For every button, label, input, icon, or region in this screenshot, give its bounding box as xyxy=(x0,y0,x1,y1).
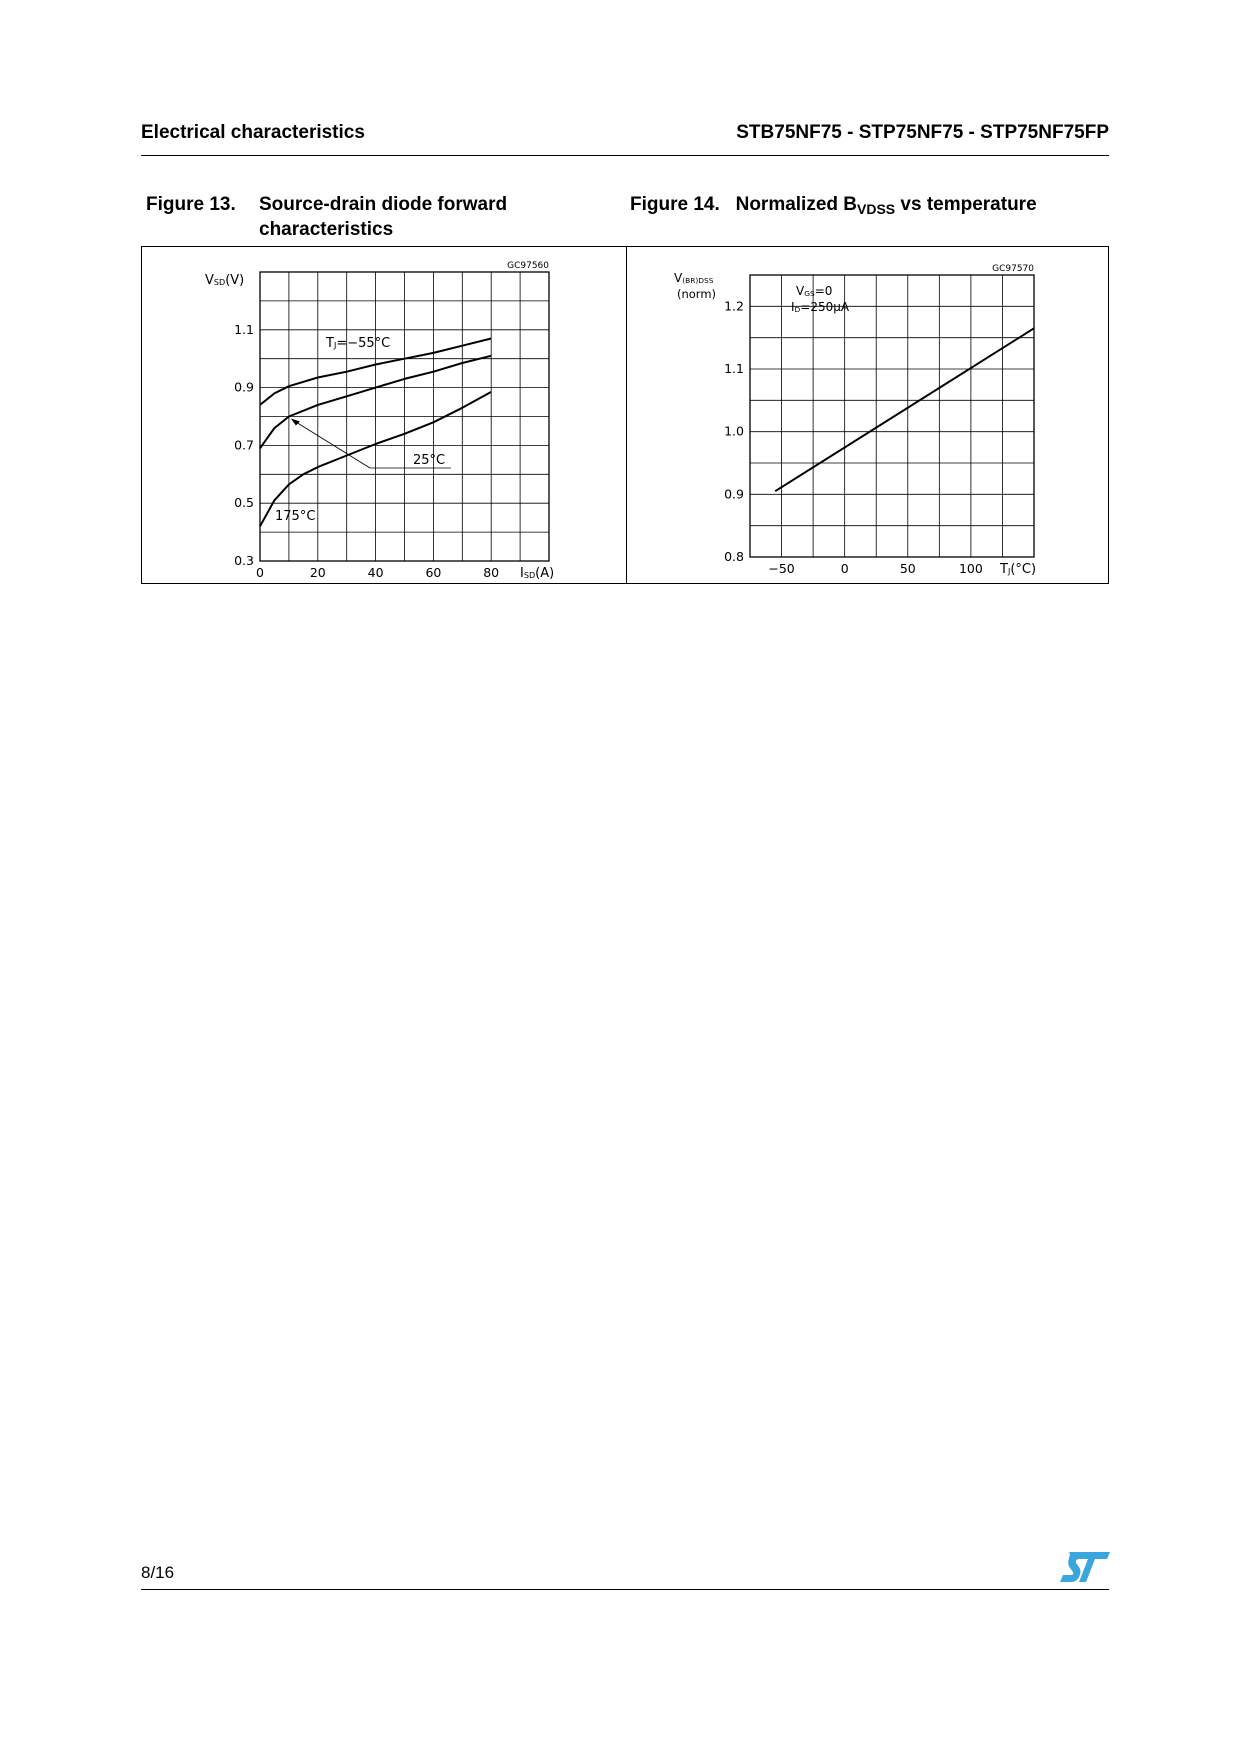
condition-id: ID=250μA xyxy=(791,300,850,314)
figure-13-title-line1: Source-drain diode forward xyxy=(259,194,508,215)
y-tick-label: 0.3 xyxy=(234,553,254,568)
y-tick-label: 0.7 xyxy=(234,437,254,453)
series-label-25: 25°C xyxy=(413,453,446,468)
arrowhead-icon xyxy=(291,419,300,426)
condition-vgs: VGS=0 xyxy=(796,284,833,298)
plot-frame xyxy=(750,275,1034,557)
figure-14-caption xyxy=(630,192,1037,222)
x-tick-label: 50 xyxy=(899,561,916,576)
y-tick-label: 0.8 xyxy=(724,549,744,564)
chart-13 xyxy=(205,261,554,581)
y-axis-label: V(BR)DSS xyxy=(674,271,714,285)
x-axis-label: TJ(°C) xyxy=(1000,562,1037,577)
annotation-leader-line xyxy=(292,420,370,469)
chart-14 xyxy=(674,264,1036,577)
y-tick-label: 0.9 xyxy=(234,379,254,395)
x-tick-label: 80 xyxy=(483,565,500,580)
x-tick-label: 60 xyxy=(425,565,442,580)
x-tick-label: −50 xyxy=(768,561,795,576)
x-tick-label: 20 xyxy=(309,565,326,580)
figure-13-number: Figure 13. xyxy=(146,194,236,215)
y-tick-label: 0.5 xyxy=(234,495,254,511)
part-numbers: STB75NF75 - STP75NF75 - STP75NF75FP xyxy=(736,122,1109,143)
y-tick-label: 0.9 xyxy=(724,486,744,502)
figure-13-caption xyxy=(146,192,508,240)
series-label-tj-55: TJ=−55°C xyxy=(326,336,391,351)
st-logo-icon xyxy=(1060,1552,1110,1582)
section-title: Electrical characteristics xyxy=(141,122,365,143)
x-axis-label: ISD(A) xyxy=(520,566,555,581)
y-axis-label: VSD(V) xyxy=(205,273,245,288)
x-tick-label: 100 xyxy=(958,561,983,576)
y-tick-label: 1.1 xyxy=(234,321,254,337)
y-tick-label: 1.1 xyxy=(724,361,744,376)
footer-divider xyxy=(141,1589,1109,1590)
x-tick-label: 0 xyxy=(256,565,264,580)
figure-14-number: Figure 14. xyxy=(630,194,720,215)
st-logo xyxy=(1060,1552,1110,1589)
y-axis-label-line2: (norm) xyxy=(677,287,717,301)
figure-14-title-pre: Normalized B xyxy=(735,194,858,215)
y-tick-label: 1.2 xyxy=(724,298,744,314)
charts-svg xyxy=(142,247,1110,585)
y-tick-label: 1.0 xyxy=(724,423,744,439)
figure-14-title-post: vs temperature xyxy=(895,194,1037,215)
x-tick-label: 0 xyxy=(840,561,849,576)
header-divider xyxy=(141,155,1109,156)
x-tick-label: 40 xyxy=(367,565,384,580)
figures-frame xyxy=(141,246,1109,584)
page-number: 8/16 xyxy=(141,1563,175,1582)
series-label-175: 175°C xyxy=(275,509,316,524)
figure-code: GC97560 xyxy=(507,261,549,271)
figure-13-title-line2: characteristics xyxy=(259,219,394,240)
series-line xyxy=(775,328,1034,491)
figure-14-title-sub: VDSS xyxy=(857,201,896,217)
figure-code: GC97570 xyxy=(992,264,1034,274)
